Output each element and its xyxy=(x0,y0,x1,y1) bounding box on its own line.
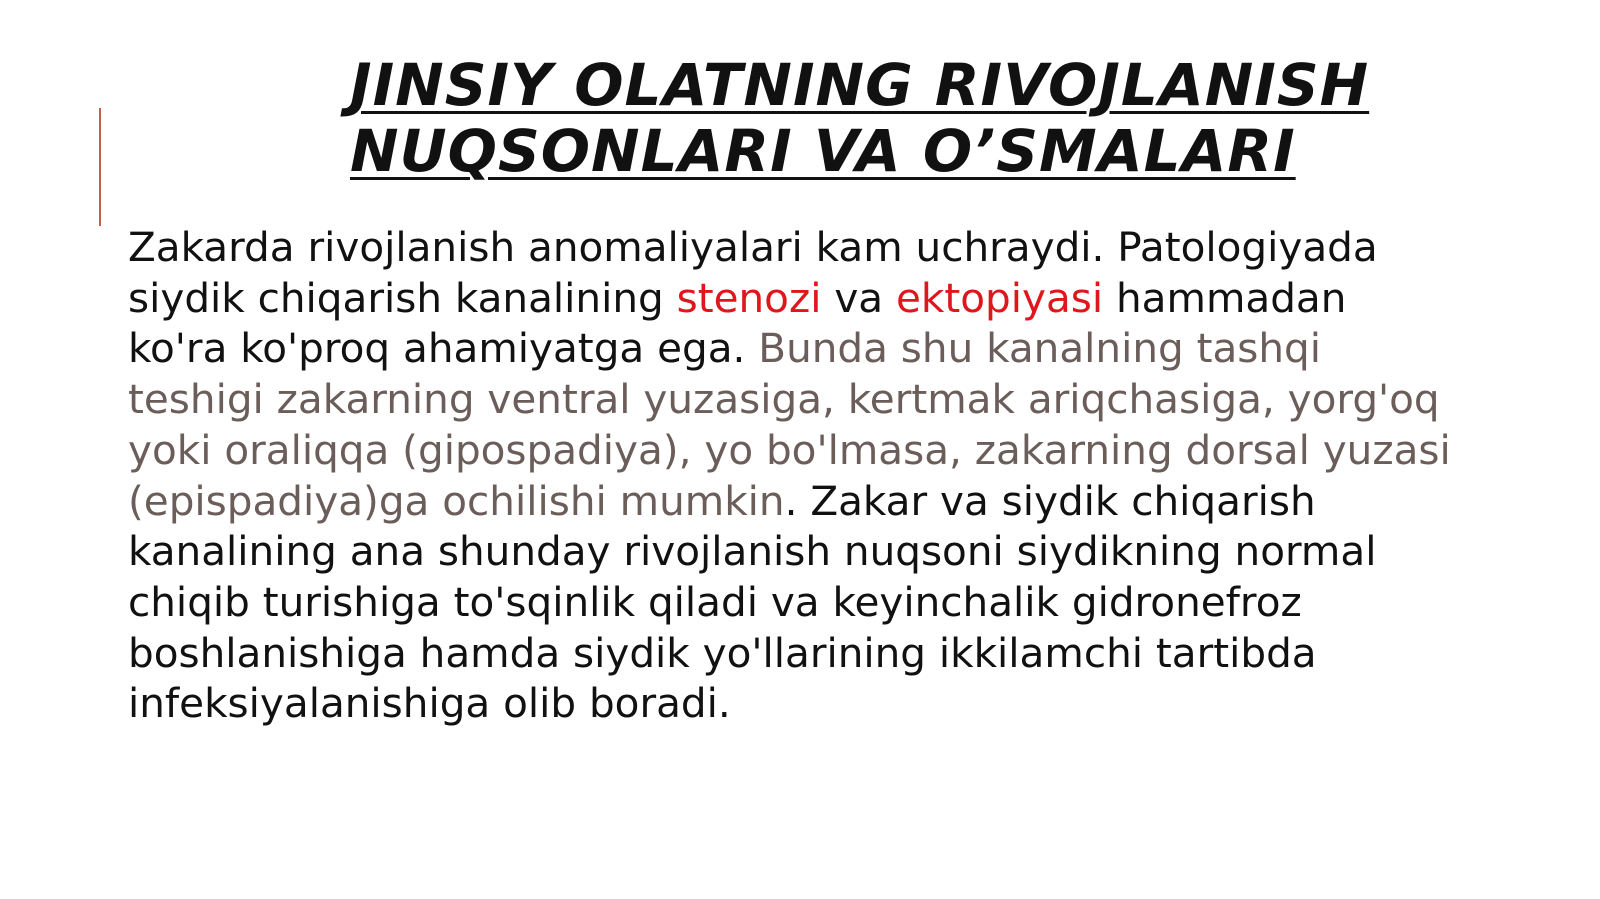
highlight-ektopiyasi: ektopiyasi xyxy=(896,273,1104,322)
body-line: Zakarda rivojlanish anomaliyalari kam uchraydi. Patologiyada xyxy=(128,223,1378,271)
body-line: boshlanishiga hamda siydik yo'llarining ikkilamchi tartibda xyxy=(128,628,1317,677)
slide-title xyxy=(350,52,1390,184)
accent-divider-line xyxy=(99,108,101,226)
body-line: yoki oraliqqa (gipospadiya), yo bo'lmasa, zakarning dorsal yuzasi xyxy=(128,425,1451,474)
body-line: chiqib turishiga to'sqinlik qiladi va keyinchalik gidronefroz xyxy=(128,577,1302,626)
body-line: siydik chiqarish kanalining stenozi va ektopiyasi hammadan xyxy=(128,273,1347,322)
title-line-1: JINSIY OLATNING RIVOJLANISH xyxy=(350,51,1370,119)
body-line: kanalining ana shunday rivojlanish nuqsoni siydikning normal xyxy=(128,527,1377,576)
body-line: (epispadiya)ga ochilishi mumkin. Zakar va siydik chiqarish xyxy=(128,476,1316,525)
slide-body-paragraph xyxy=(128,222,1568,729)
body-line: teshigi zakarning ventral yuzasiga, kertmak ariqchasiga, yorg'oq xyxy=(128,375,1440,424)
title-line-2: NUQSONLARI VA O’SMALARI xyxy=(350,117,1296,185)
highlight-stenozi: stenozi xyxy=(676,273,822,322)
muted-text: (epispadiya)ga ochilishi mumkin xyxy=(128,476,785,525)
body-line: ko'ra ko'proq ahamiyatga ega. Bunda shu kanalning tashqi xyxy=(128,324,1322,373)
muted-text: Bunda shu kanalning tashqi xyxy=(758,324,1322,373)
body-line: infeksiyalanishiga olib boradi. xyxy=(128,679,731,728)
